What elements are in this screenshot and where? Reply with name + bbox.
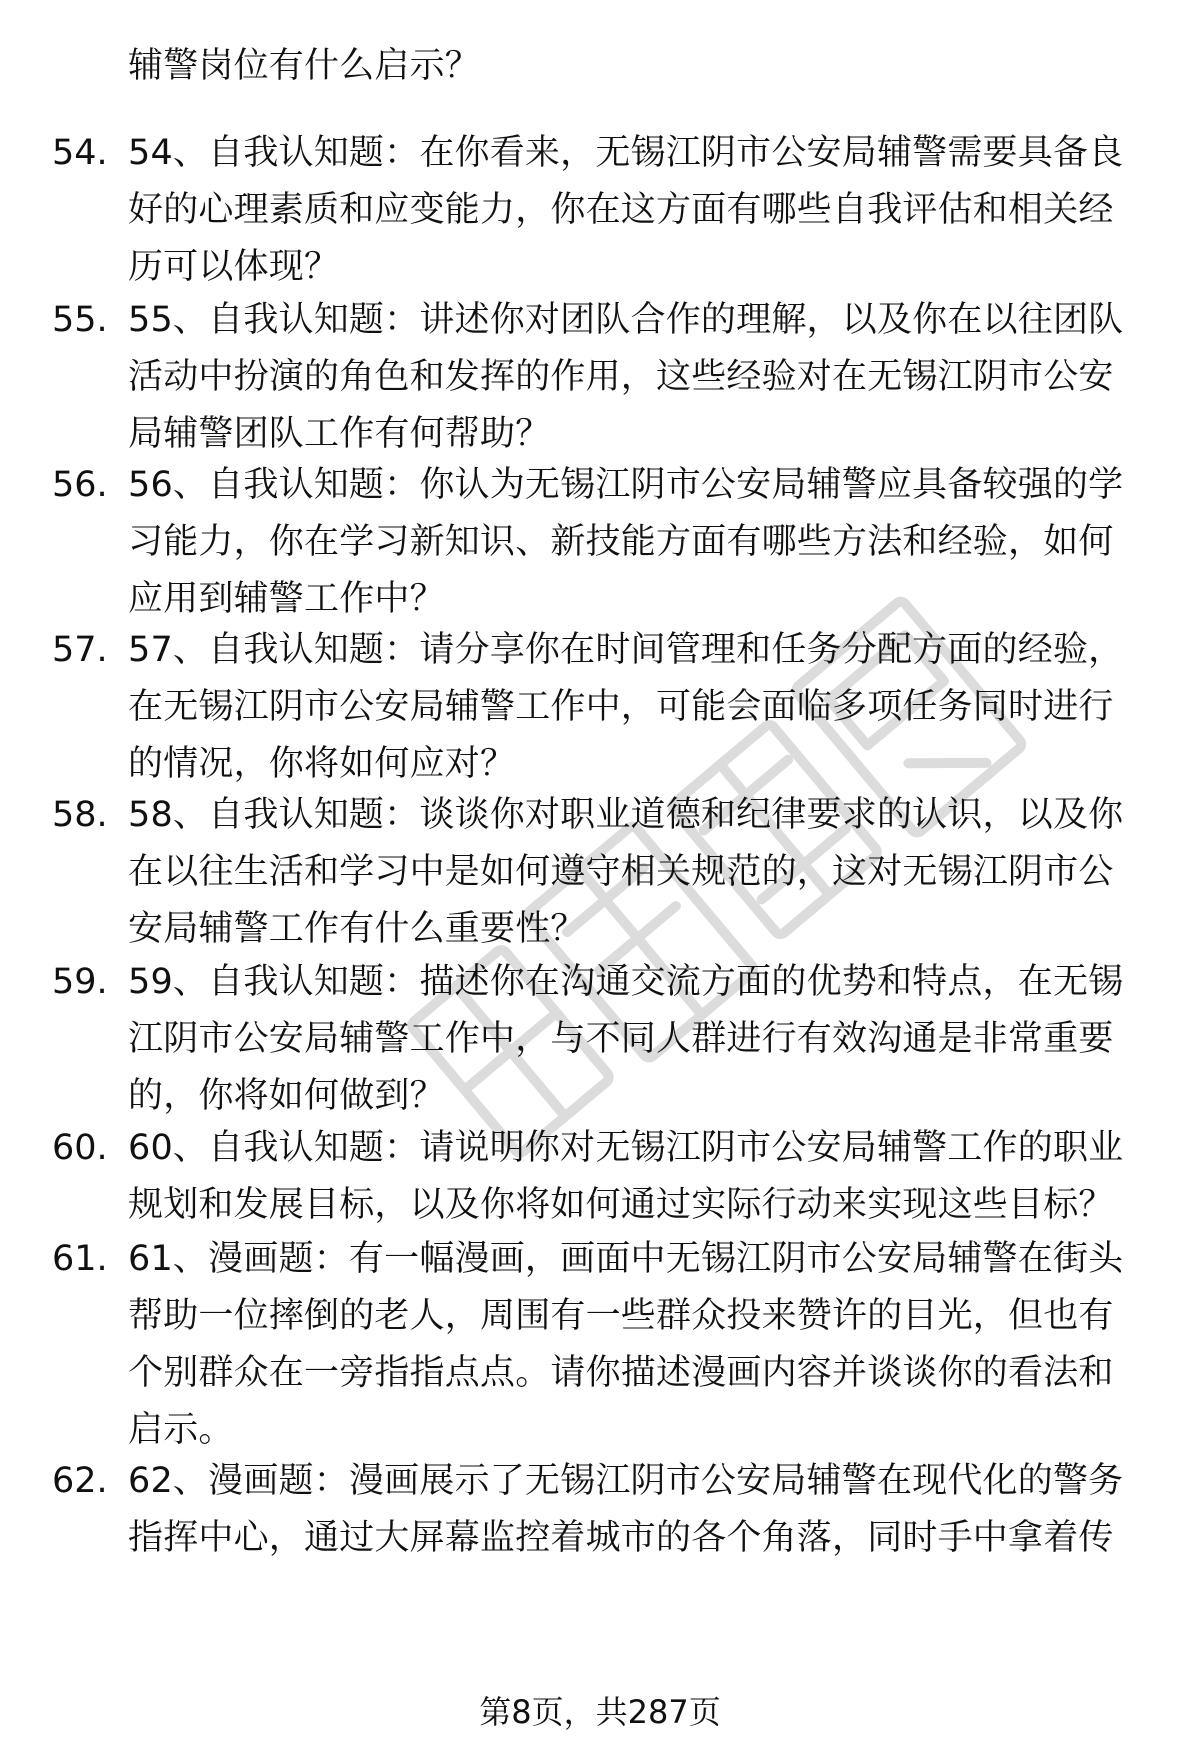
question-text: 60、自我认知题：请说明你对无锡江阴市公安局辅警工作的职业规划和发展目标，以及你将如何通过实际行动来实现这些目标？ xyxy=(128,1128,1124,1225)
question-text: 56、自我认知题：你认为无锡江阴市公安局辅警应具备较强的学习能力，你在学习新知识、新技能方面有哪些方法和经验，如何应用到辅警工作中？ xyxy=(128,465,1124,619)
question-number: 58. xyxy=(52,795,108,835)
question-text: 57、自我认知题：请分享你在时间管理和任务分配方面的经验，在无锡江阴市公安局辅警工作中，可能会面临多项任务同时进行的情况，你将如何应对？ xyxy=(128,630,1124,784)
question-text: 55、自我认知题：讲述你对团队合作的理解，以及你在以往团队活动中扮演的角色和发挥的作用，这些经验对在无锡江阴市公安局辅警团队工作有何帮助？ xyxy=(128,300,1124,454)
question-number: 60. xyxy=(52,1128,108,1168)
question-number: 54. xyxy=(52,133,108,173)
question-number: 57. xyxy=(52,630,108,670)
question-number: 55. xyxy=(52,300,108,340)
continuation-text: 辅警岗位有什么启示？ xyxy=(128,46,481,86)
question-number: 59. xyxy=(52,962,108,1002)
question-text: 61、漫画题：有一幅漫画，画面中无锡江阴市公安局辅警在街头帮助一位摔倒的老人，周围有一些群众投来赞许的目光，但也有个别群众在一旁指指点点。请你描述漫画内容并谈谈你的看法和启示。 xyxy=(128,1239,1124,1450)
question-text: 54、自我认知题：在你看来，无锡江阴市公安局辅警需要具备良好的心理素质和应变能力，你在这方面有哪些自我评估和相关经历可以体现？ xyxy=(128,133,1124,287)
question-text: 62、漫画题：漫画展示了无锡江阴市公安局辅警在现代化的警务指挥中心，通过大屏幕监控着城市的各个角落，同时手中拿着传 xyxy=(128,1461,1124,1558)
page-footer: 第8页，共287页 xyxy=(479,1693,721,1731)
question-text: 58、自我认知题：谈谈你对职业道德和纪律要求的认识，以及你在以往生活和学习中是如何遵守相关规范的，这对无锡江阴市公安局辅警工作有什么重要性？ xyxy=(128,795,1124,949)
question-number: 61. xyxy=(52,1239,108,1279)
question-text: 59、自我认知题：描述你在沟通交流方面的优势和特点，在无锡江阴市公安局辅警工作中，与不同人群进行有效沟通是非常重要的，你将如何做到？ xyxy=(128,962,1124,1116)
question-number: 56. xyxy=(52,465,108,505)
question-number: 62. xyxy=(52,1461,108,1501)
